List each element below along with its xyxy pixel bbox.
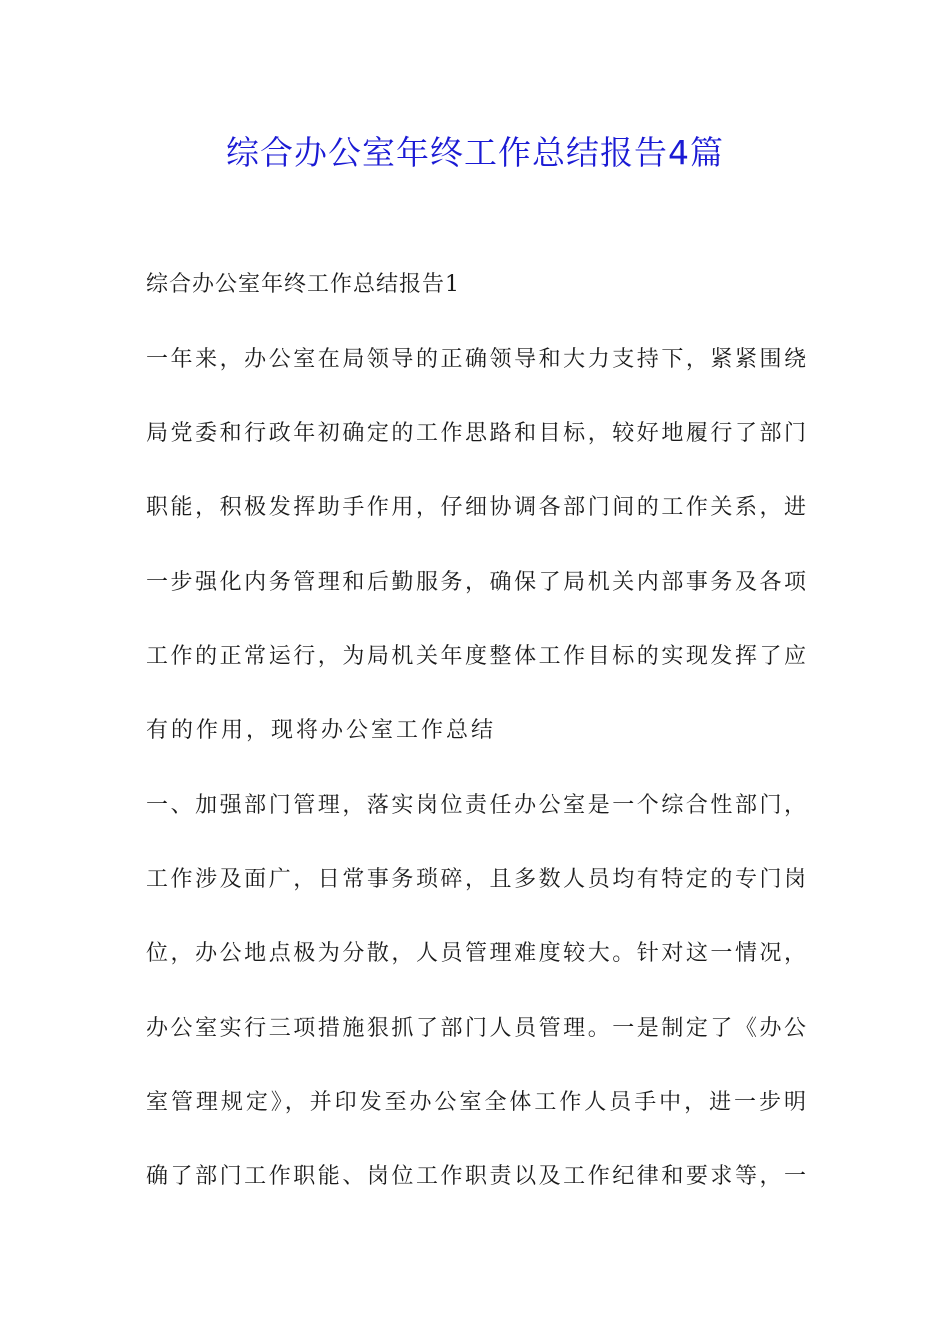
- body-line-2: 局党委和行政年初确定的工作思路和目标，较好地履行了部门: [146, 421, 809, 446]
- body-line-3: 职能，积极发挥助手作用，仔细协调各部门间的工作关系，进: [146, 495, 809, 520]
- body-line-8: 工作涉及面广，日常事务琐碎，且多数人员均有特定的专门岗: [146, 867, 809, 892]
- body-line-12: 确了部门工作职能、岗位工作职责以及工作纪律和要求等，一: [146, 1164, 809, 1189]
- section-heading: 综合办公室年终工作总结报告1: [146, 272, 460, 297]
- body-line-6: 有的作用，现将办公室工作总结: [146, 718, 497, 743]
- document-title: 综合办公室年终工作总结报告4篇: [226, 133, 724, 172]
- body-line-4: 一步强化内务管理和后勤服务，确保了局机关内部事务及各项: [146, 570, 809, 595]
- body-line-11: 室管理规定》，并印发至办公室全体工作人员手中，进一步明: [146, 1090, 809, 1115]
- body-line-1: 一年来，办公室在局领导的正确领导和大力支持下，紧紧围绕: [146, 347, 809, 372]
- body-line-9: 位，办公地点极为分散，人员管理难度较大。针对这一情况，: [146, 941, 809, 966]
- body-line-5: 工作的正常运行，为局机关年度整体工作目标的实现发挥了应: [146, 644, 809, 669]
- body-line-10: 办公室实行三项措施狠抓了部门人员管理。一是制定了《办公: [146, 1016, 809, 1041]
- body-line-7: 一、加强部门管理，落实岗位责任办公室是一个综合性部门，: [146, 793, 809, 818]
